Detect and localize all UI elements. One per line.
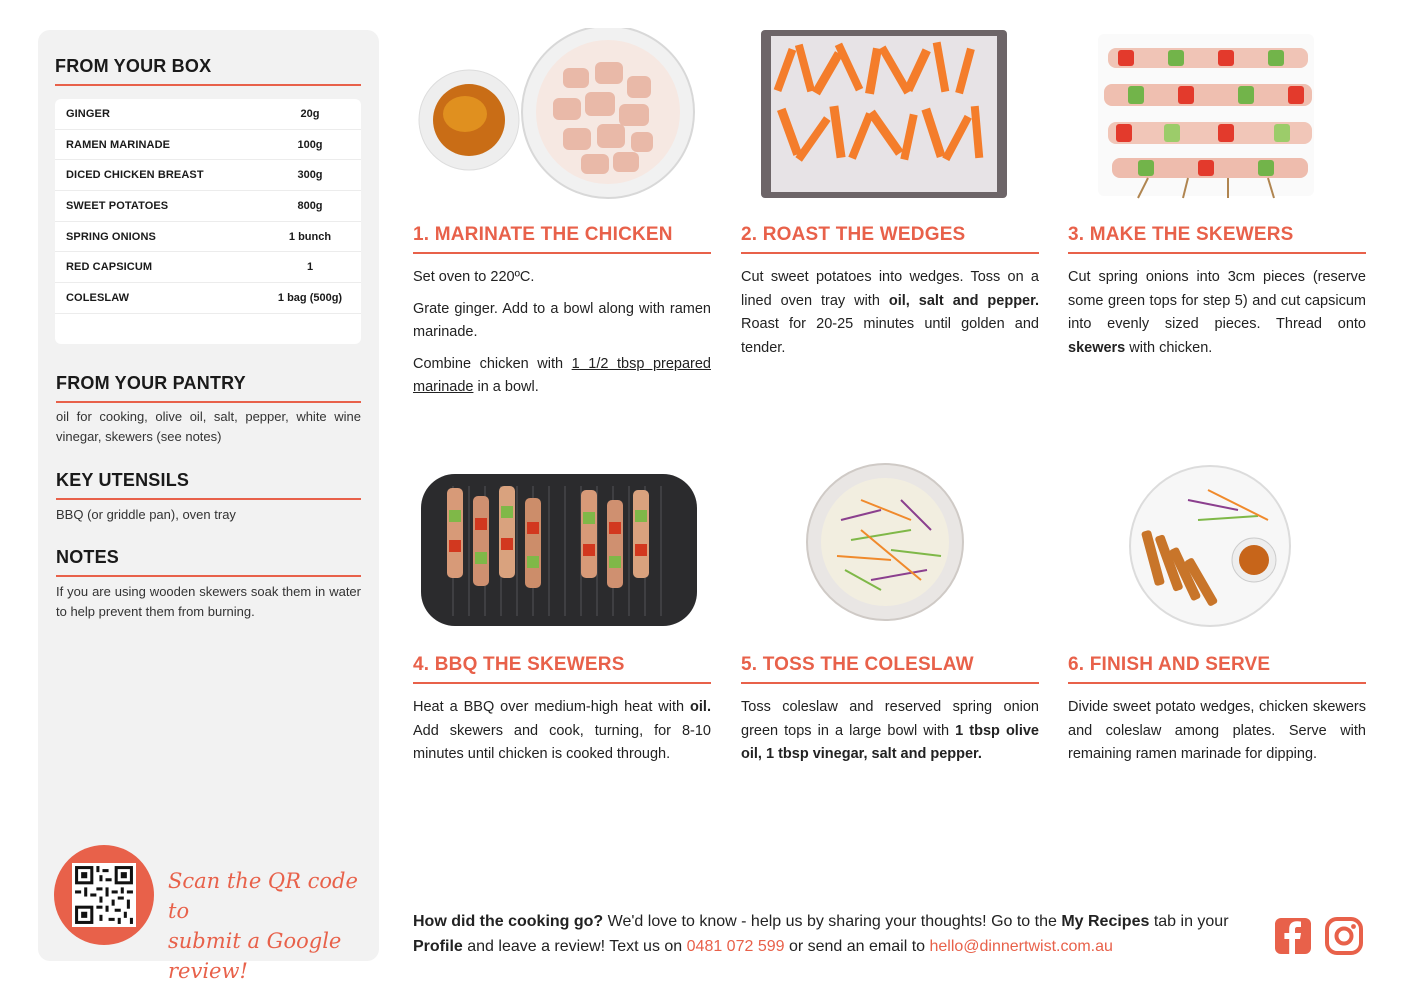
ingredient-row xyxy=(55,222,361,253)
step-3-body xyxy=(1068,266,1366,368)
step-1-text-1: Set oven to 220ºC. xyxy=(413,269,535,285)
utensils-text: BBQ (or griddle pan), oven tray xyxy=(56,507,236,522)
ingredient-qty: 20g xyxy=(300,107,320,120)
step-6 xyxy=(1068,460,1366,820)
step-4-text-a: Heat a BBQ over medium-high heat with xyxy=(413,699,691,715)
ingredients-table xyxy=(55,99,361,344)
step-5-body xyxy=(741,696,1039,775)
step-5-text xyxy=(741,696,1039,767)
footer-text-2: tab in your xyxy=(1149,913,1229,930)
pantry-text: oil for cooking, olive oil, salt, pepper, white wine vinegar, skewers (see notes) xyxy=(56,409,361,444)
footer-text-4: or send an email to xyxy=(784,938,930,955)
step-3-text-a: Cut spring onions into 3cm pieces (reserve some green tops for step 5) and cut capsicum into evenly sized pieces. Thread onto xyxy=(1068,269,1366,332)
ingredient-name: RED CAPSICUM xyxy=(66,261,153,274)
instagram-icon[interactable] xyxy=(1325,917,1363,955)
footer-profile: Profile xyxy=(413,938,463,955)
qr-badge[interactable] xyxy=(54,845,154,945)
step-1-marinade-amount: 1 1/2 tbsp prepared marinade xyxy=(413,355,711,395)
footer-text-1: We'd love to know - help us by sharing your thoughts! Go to the xyxy=(603,913,1062,930)
step-6-body xyxy=(1068,696,1366,775)
step-2-text-a: Cut sweet potatoes into wedges. Toss on a lined oven tray with xyxy=(741,269,1039,309)
step-5-text-a: Toss coleslaw and reserved spring onion green tops in a large bowl with xyxy=(741,699,1039,739)
step-4-text xyxy=(413,696,711,767)
review-footer xyxy=(413,909,1263,959)
step-1-text-3 xyxy=(413,353,711,400)
step-1-body xyxy=(413,266,711,408)
step-6-title: 6. FINISH AND SERVE xyxy=(1068,654,1366,684)
ingredient-row xyxy=(55,191,361,222)
step-1-text-2: Grate ginger. Add to a bowl along with ramen marinade. xyxy=(413,300,711,340)
step-3 xyxy=(1068,28,1366,408)
marinating-chicken-photo xyxy=(413,28,711,208)
ingredient-qty: 800g xyxy=(297,199,323,212)
footer-my-recipes: My Recipes xyxy=(1061,913,1150,930)
bbq-skewers-photo xyxy=(413,460,711,640)
footer-text-3: and leave a review! Text us on xyxy=(462,938,687,955)
ingredient-name: DICED CHICKEN BREAST xyxy=(66,169,204,182)
ingredient-qty: 1 bunch xyxy=(288,230,332,243)
facebook-icon[interactable] xyxy=(1274,917,1312,955)
ingredient-qty: 1 xyxy=(306,261,314,274)
step-1-text-3a: Combine chicken with xyxy=(413,355,572,372)
step-4-text-c: Add skewers and cook, turning, for 8-10 minutes until chicken is cooked through. xyxy=(413,722,711,762)
ingredient-row xyxy=(55,283,361,314)
ingredient-name: SWEET POTATOES xyxy=(66,199,169,212)
step-1-text-3b: in a bowl. xyxy=(473,379,539,395)
ingredient-qty: 100g xyxy=(297,138,323,151)
step-2-title: 2. ROAST THE WEDGES xyxy=(741,224,1039,254)
step-3-title: 3. MAKE THE SKEWERS xyxy=(1068,224,1366,254)
ingredient-row xyxy=(55,252,361,283)
utensils-title: KEY UTENSILS xyxy=(56,470,361,500)
step-5-text-b: 1 tbsp olive oil, 1 tbsp vinegar, salt and pepper. xyxy=(741,722,1039,762)
footer-question: How did the cooking go? xyxy=(413,913,604,930)
ingredient-row xyxy=(55,160,361,191)
qr-code-icon[interactable] xyxy=(72,863,136,927)
qr-caption-line-1: Scan the QR code to xyxy=(168,869,358,923)
qr-caption xyxy=(168,866,368,986)
raw-skewers-photo xyxy=(1068,28,1366,208)
ingredient-name: GINGER xyxy=(66,107,110,120)
ingredient-qty: 300g xyxy=(297,169,323,182)
ingredient-name: COLESLAW xyxy=(66,291,130,304)
step-6-text: Divide sweet potato wedges, chicken skewers and coleslaw among plates. Serve with remaining ramen marinade for dipping. xyxy=(1068,699,1366,762)
step-2-text-b: oil, salt and pepper. xyxy=(888,292,1039,309)
coleslaw-bowl-photo xyxy=(741,460,1039,640)
step-1 xyxy=(413,28,711,408)
footer-phone-link[interactable]: 0481 072 599 xyxy=(686,938,785,955)
step-3-text-c: with chicken. xyxy=(1125,339,1213,356)
box-title: FROM YOUR BOX xyxy=(55,56,361,86)
pantry-title: FROM YOUR PANTRY xyxy=(56,373,361,403)
ingredient-row xyxy=(55,130,361,161)
qr-caption-line-2: submit a Google review! xyxy=(168,929,342,983)
step-2-text xyxy=(741,266,1039,360)
roasting-wedges-photo xyxy=(741,28,1039,208)
plated-meal-photo xyxy=(1068,460,1366,640)
step-4-title: 4. BBQ THE SKEWERS xyxy=(413,654,711,684)
ingredient-name: SPRING ONIONS xyxy=(66,230,156,243)
step-4-body xyxy=(413,696,711,775)
step-3-text-b: skewers xyxy=(1068,339,1126,356)
ingredient-qty: 1 bag (500g) xyxy=(277,291,343,304)
notes-title: NOTES xyxy=(56,547,361,577)
footer-email-link[interactable]: hello@dinnertwist.com.au xyxy=(929,938,1113,955)
notes-text: If you are using wooden skewers soak them in water to help prevent them from burning. xyxy=(56,584,361,619)
step-2 xyxy=(741,28,1039,408)
step-2-body xyxy=(741,266,1039,368)
step-4 xyxy=(413,460,711,820)
step-5 xyxy=(741,460,1039,820)
step-1-title: 1. MARINATE THE CHICKEN xyxy=(413,224,711,254)
step-4-text-b: oil. xyxy=(690,699,711,715)
ingredient-row xyxy=(55,99,361,130)
step-3-text xyxy=(1068,266,1366,360)
step-5-title: 5. TOSS THE COLESLAW xyxy=(741,654,1039,684)
ingredient-name: RAMEN MARINADE xyxy=(66,138,171,151)
step-2-text-c: Roast for 20-25 minutes until golden and tender. xyxy=(741,316,1039,356)
sidebar xyxy=(38,30,379,983)
